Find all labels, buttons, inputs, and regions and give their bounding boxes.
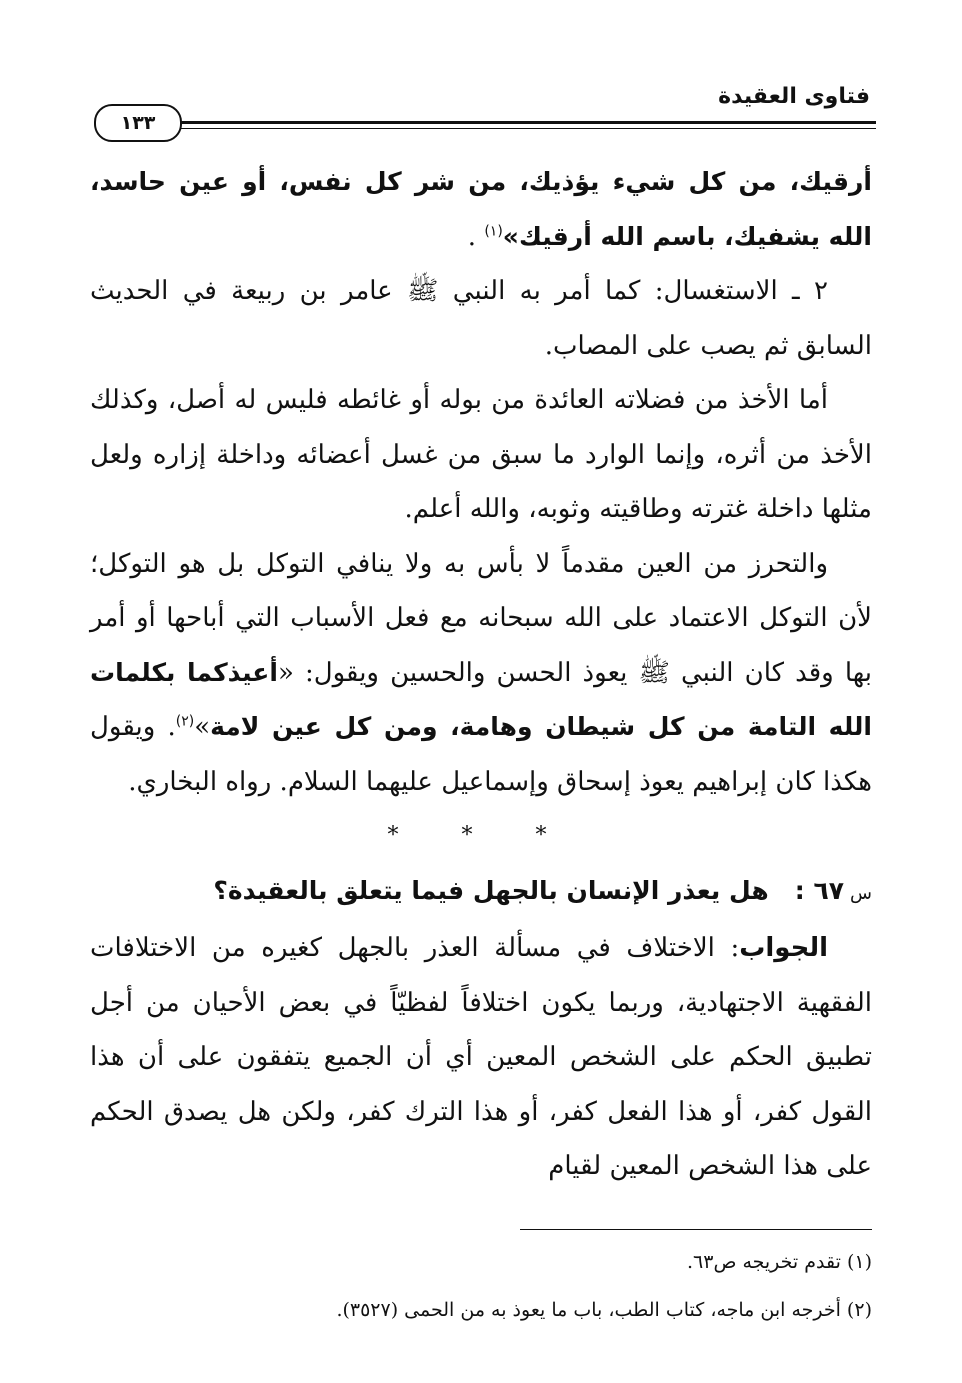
paragraph-3: أما الأخذ من فضلاته العائدة من بوله أو غائطه فليس له أصل، وكذلك الأخذ من أثره، وإنما الوارد ما سبق من غسل أعضائه وداخلة إزاره ولعل مثلها داخلة غترته وطاقيته وثوبه، والله أعلم. bbox=[90, 385, 872, 524]
section-separator: * * * bbox=[387, 823, 575, 848]
answer-label: الجواب bbox=[739, 933, 828, 963]
paragraph-1 bbox=[90, 155, 872, 264]
paragraph-4-rest: . ويقول هكذا كان إبراهيم يعوذ إسحاق وإسماعيل عليهما السلام. رواه البخاري. bbox=[90, 712, 872, 797]
header-rule-thick bbox=[172, 121, 876, 124]
paragraph-2: ٢ ـ الاستغسال: كما أمر به النبي ﷺ عامر بن ربيعة في الحديث السابق ثم يصب على المصاب. bbox=[90, 276, 872, 361]
question-heading bbox=[90, 864, 872, 922]
hadith-quote: أعيذكما بكلمات الله التامة من كل شيطان وهامة، ومن كل عين لامة bbox=[90, 657, 873, 741]
main-text bbox=[90, 155, 872, 1194]
footnote-ref-1: (١) bbox=[484, 222, 503, 239]
header-rule-thin bbox=[172, 128, 876, 129]
paragraph-1-tail: . bbox=[467, 221, 485, 252]
answer-paragraph bbox=[90, 921, 872, 1194]
page-number-badge bbox=[94, 104, 182, 142]
quote-close: » bbox=[194, 712, 211, 742]
question-marker: س bbox=[850, 882, 872, 904]
paragraph-4-intro: والتحرز من العين مقدماً لا بأس به ولا ينافي التوكل بل هو التوكل؛ لأن التوكل الاعتماد على الله سبحانه مع فعل الأسباب التي أباحها أو أمر بها وقد كان النبي ﷺ يعوذ الحسن والحسين ويقول: « bbox=[90, 548, 872, 688]
page-number: ١٣٣ bbox=[120, 112, 156, 134]
footnote-ref-2: (٢) bbox=[175, 713, 195, 730]
footnote-divider bbox=[520, 1229, 872, 1230]
question-number: ٦٧ : bbox=[794, 875, 845, 905]
paragraph-4 bbox=[90, 537, 872, 810]
running-header-title: فتاوى العقيدة bbox=[718, 84, 870, 109]
question-text: هل يعذر الإنسان بالجهل فيما يتعلق بالعقيدة؟ bbox=[213, 875, 769, 905]
footnotes bbox=[90, 1238, 872, 1334]
supplication-text: أرقيك، من كل شيء يؤذيك، من شر كل نفس، أو عين حاسد، الله يشفيك، باسم الله أرقيك» bbox=[90, 167, 872, 251]
footnote-2: (٢) أخرجه ابن ماجه، كتاب الطب، باب ما يعوذ به من الحمى (٣٥٢٧). bbox=[336, 1299, 872, 1321]
answer-text: : الاختلاف في مسألة العذر بالجهل كغيره من الاختلافات الفقهية الاجتهادية، وربما يكون اختلافاً لفظيّاً في بعض الأحيان من أجل تطبيق الحكم على الشخص المعين أي أن الجميع يتفقون على أن هذا القول كفر، أو هذا الفعل كفر، أو هذا الترك كفر، ولكن هل يصدق الحكم على هذا الشخص المعين لقيام bbox=[90, 933, 872, 1181]
footnote-1: (١) تقدم تخريجه ص٦٣. bbox=[686, 1251, 872, 1273]
